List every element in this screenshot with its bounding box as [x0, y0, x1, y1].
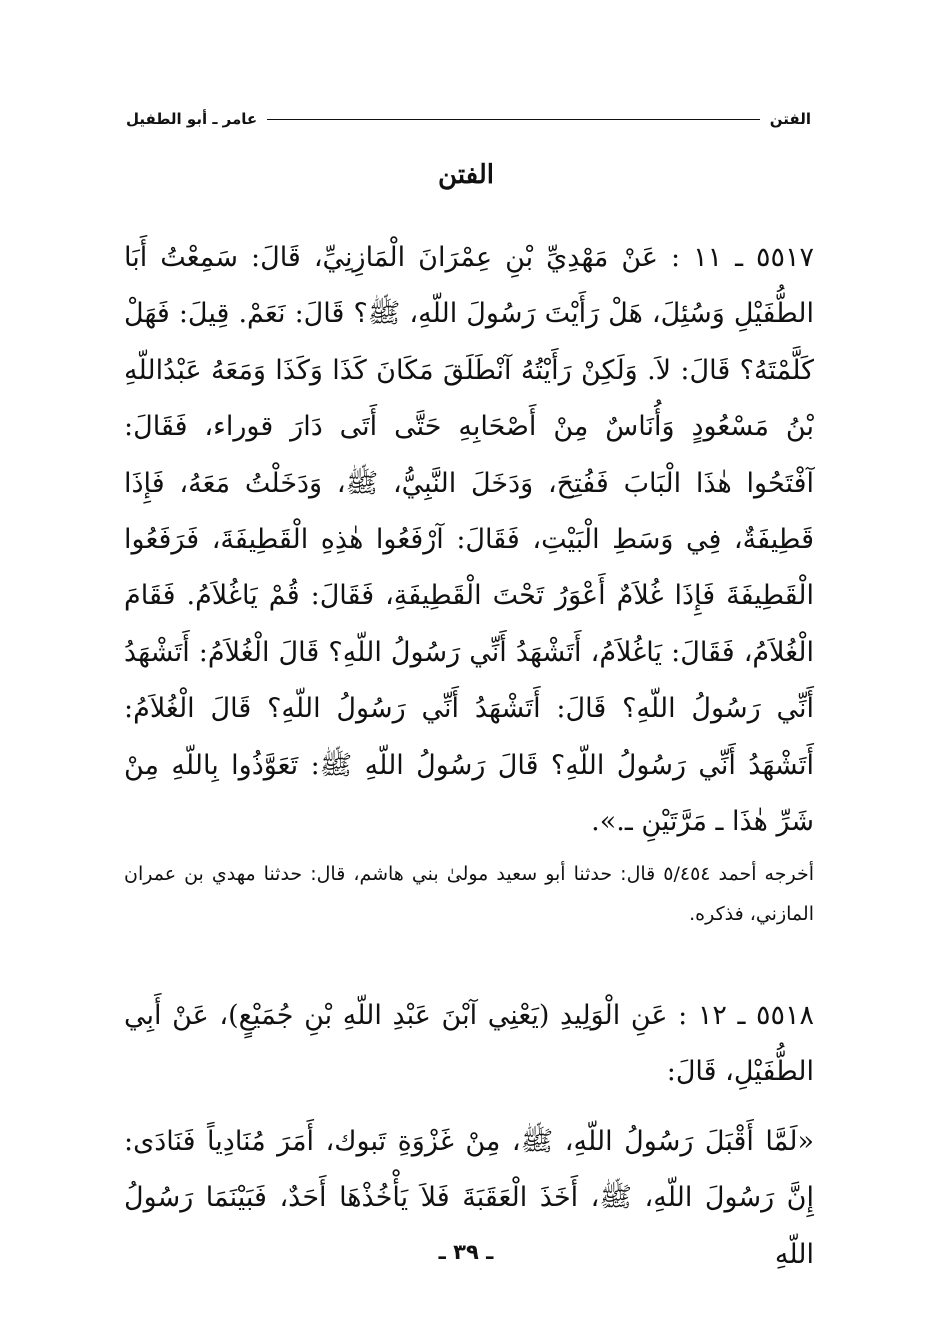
chapter-title: الفتن [438, 160, 494, 190]
hadith-5517-text: ٥٥١٧ ـ ١١ : عَنْ مَهْدِيِّ بْنِ عِمْرَانَ الْمَازِنِيِّ، قَالَ: سَمِعْتُ أَبَا الطُّفَيْلِ وَسُئِلَ، هَلْ رَأَيْتَ رَسُولَ اللّهِ، ﷺ؟ قَالَ: نَعَمْ. قِيلَ: فَهَلْ كَلَّمْتَهُ؟ قَالَ: لاَ. وَلَكِنْ رَأَيْتُهُ آنْطَلَقَ مَكَانَ كَذَا وَكَذَا وَمَعَهُ عَبْدُاللّهِ بْنُ مَسْعُودٍ وَأُنَاسٌ مِنْ أَصْحَابِهِ حَتَّى أَتَى دَارَ قوراء، فَقَالَ: آفْتَحُوا هٰذَا الْبَابَ فَفُتِحَ، وَدَخَلَ النَّبِيُّ، ﷺ، وَدَخَلْتُ مَعَهُ، فَإِذَا قَطِيفَةٌ، فِي وَسَطِ الْبَيْتِ، فَقَالَ: آرْفَعُوا هٰذِهِ الْقَطِيفَةَ، فَرَفَعُوا الْقَطِيفَةَ فَإِذَا غُلاَمٌ أَعْوَرُ تَحْتَ الْقَطِيفَةِ، فَقَالَ: قُمْ يَاغُلاَمُ. فَقَامَ الْغُلاَمُ، فَقَالَ: يَاغُلاَمُ، أَتَشْهَدُ أَنِّي رَسُولُ اللّهِ؟ قَالَ الْغُلاَمُ: أَتَشْهَدُ أَنِّي رَسُولُ اللّهِ؟ قَالَ: أَتَشْهَدُ أَنِّي رَسُولُ اللّهِ؟ قَالَ الْغُلاَمُ: أَتَشْهَدُ أَنِّي رَسُولُ اللّهِ؟ قَالَ رَسُولُ اللّهِ ﷺ: تَعَوَّذُوا بِاللّهِ مِنْ شَرِّ هٰذَا ـ مَرَّتَيْنِ ـ.». [124, 242, 814, 838]
running-header [126, 98, 811, 128]
page-number: ـ ٣٩ ـ [438, 1240, 494, 1264]
hadith-5517-footnote: أخرجه أحمد ٥/٤٥٤ قال: حدثنا أبو سعيد مولىٰ بني هاشم، قال: حدثنا مهدي بن عمران المازني، فذكره. [124, 863, 814, 925]
header-section-name: عامر ـ أبو الطفيل [126, 110, 258, 128]
hadith-5518-heading: ٥٥١٨ ـ ١٢ : عَنِ الْوَلِيدِ (يَعْنِي آبْنَ عَبْدِ اللّهِ بْنِ جُمَيْعٍ)، عَنْ أَبِي الطُّفَيْلِ، قَالَ: [124, 1000, 814, 1088]
hadith-5518-text: «لَمَّا أَقْبَلَ رَسُولُ اللّهِ، ﷺ، مِنْ غَزْوَةِ تَبوك، أَمَرَ مُنَادِياً فَنَادَى: إِنَّ رَسُولَ اللّهِ، ﷺ، أَخَذَ الْعَقَبَةَ فَلاَ يَأْخُذْهَا أَحَدٌ، فَبَيْنَمَا رَسُولُ اللّهِ [124, 1126, 814, 1270]
header-rule [267, 119, 760, 120]
header-chapter-name: الفتن [769, 110, 811, 128]
